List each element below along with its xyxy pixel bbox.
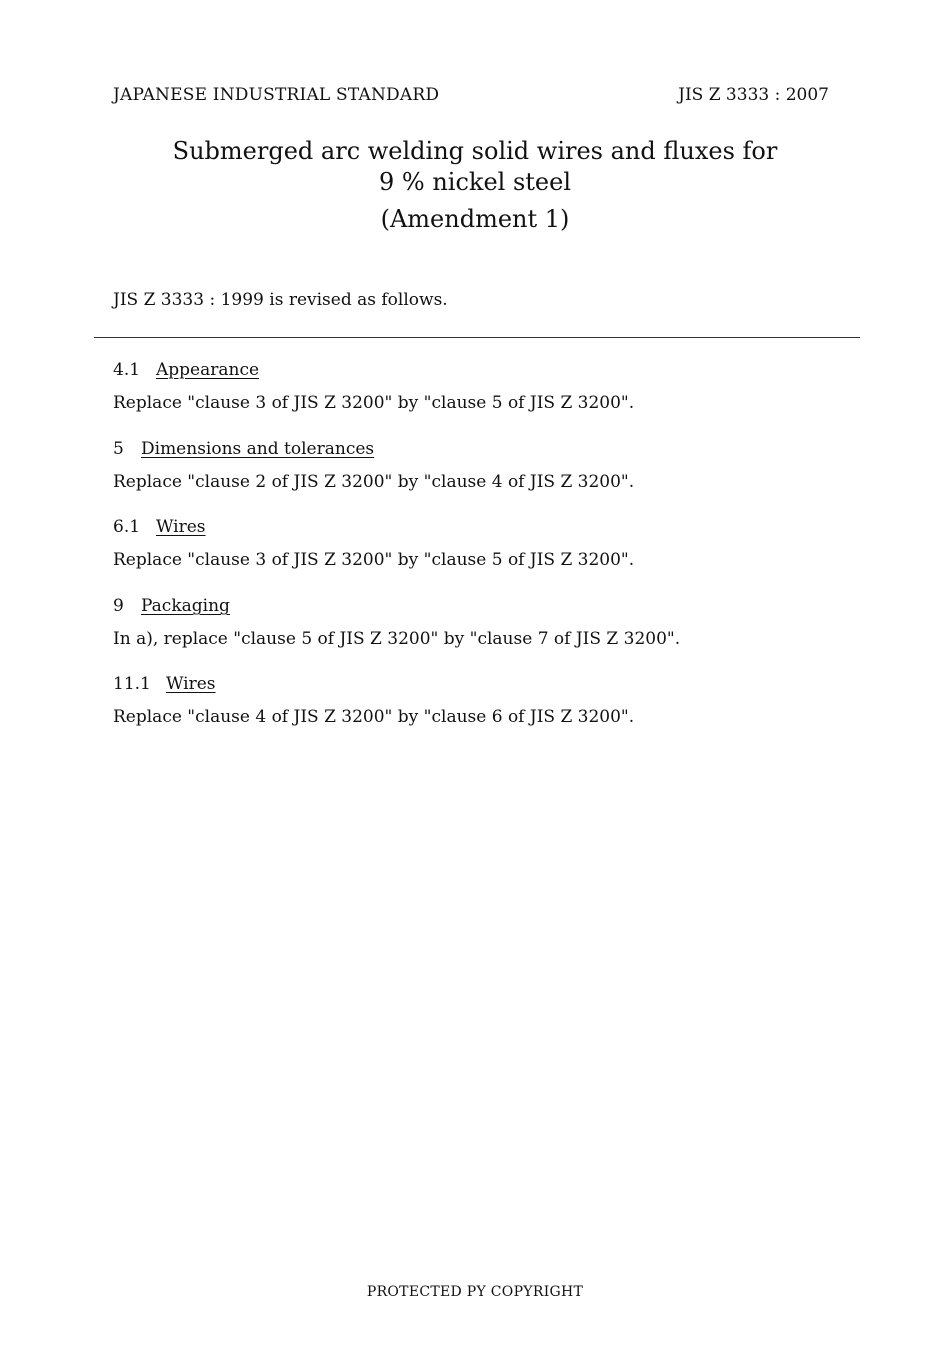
section-title: Wires <box>166 674 216 694</box>
title-line-2: 9 % nickel steel <box>379 168 571 196</box>
section-heading <box>113 360 634 380</box>
section-title: Dimensions and tolerances <box>141 439 375 459</box>
standard-label: JAPANESE INDUSTRIAL STANDARD <box>113 85 440 105</box>
standard-number: JIS Z 3333 : 2007 <box>678 85 829 105</box>
title-line-1: Submerged arc welding solid wires and fluxes for <box>172 137 778 165</box>
revision-statement: JIS Z 3333 : 1999 is revised as follows. <box>113 290 448 310</box>
section-body: In a), replace "clause 5 of JIS Z 3200" by "clause 7 of JIS Z 3200". <box>113 629 681 649</box>
section-number: 9 <box>113 596 124 616</box>
section-heading <box>113 439 634 459</box>
section-heading <box>113 674 634 694</box>
horizontal-divider <box>94 337 860 338</box>
section-4-1 <box>113 360 634 413</box>
section-body: Replace "clause 3 of JIS Z 3200" by "clause 5 of JIS Z 3200". <box>113 550 635 570</box>
section-title: Appearance <box>156 360 260 380</box>
section-body: Replace "clause 4 of JIS Z 3200" by "clause 6 of JIS Z 3200". <box>113 707 635 727</box>
section-5 <box>113 439 634 492</box>
section-number: 6.1 <box>113 517 141 537</box>
section-title: Packaging <box>141 596 230 616</box>
section-body: Replace "clause 3 of JIS Z 3200" by "clause 5 of JIS Z 3200". <box>113 393 635 413</box>
section-heading <box>113 596 680 616</box>
section-number: 11.1 <box>113 674 151 694</box>
section-body: Replace "clause 2 of JIS Z 3200" by "clause 4 of JIS Z 3200". <box>113 472 635 492</box>
section-6-1 <box>113 517 634 570</box>
copyright-notice: PROTECTED PY COPYRIGHT <box>366 1284 584 1300</box>
section-heading <box>113 517 634 537</box>
section-11-1 <box>113 674 634 727</box>
section-title: Wires <box>156 517 206 537</box>
section-9 <box>113 596 680 649</box>
section-number: 4.1 <box>113 360 141 380</box>
amendment-label: (Amendment 1) <box>380 205 570 233</box>
document-title <box>0 136 950 198</box>
section-number: 5 <box>113 439 124 459</box>
